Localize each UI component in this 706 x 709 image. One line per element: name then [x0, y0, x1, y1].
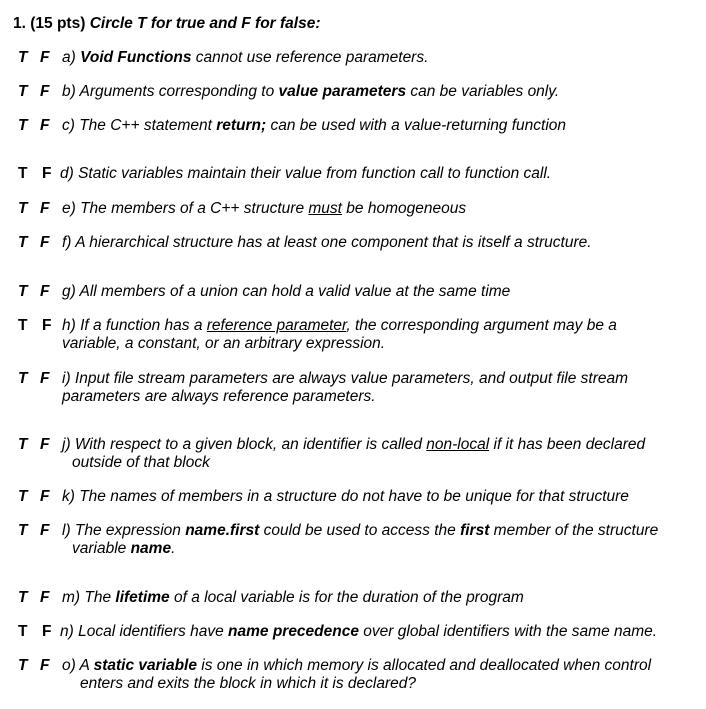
item-n [18, 623, 686, 641]
statement-text: o) A static variable is one in which memory is allocated and deallocated when control enters and exits the block in which it is declared? [62, 657, 652, 692]
true-option[interactable]: T [18, 83, 28, 100]
item-o [18, 657, 686, 693]
statement-text: c) The C++ statement return; can be used with a value-returning function [62, 117, 567, 134]
statement-text: h) If a function has a reference parameter, the corresponding argument may be a variable, a constant, or an arbitrary expression. [62, 317, 617, 352]
item-j [18, 436, 686, 472]
question-number: 1. [13, 15, 26, 32]
false-option[interactable]: F [40, 117, 50, 134]
question-instruction: Circle T for true and F for false: [89, 15, 321, 32]
true-option[interactable]: T [18, 317, 28, 334]
false-option[interactable]: F [42, 623, 52, 640]
item-c [18, 117, 686, 135]
true-option[interactable]: T [18, 589, 28, 606]
false-option[interactable]: F [42, 317, 52, 334]
statement-text: n) Local identifiers have name precedence over global identifiers with the same name. [60, 623, 658, 640]
false-option[interactable]: F [40, 657, 50, 674]
false-option[interactable]: F [40, 49, 50, 66]
item-k [18, 488, 686, 506]
false-option[interactable]: F [40, 83, 50, 100]
statement-text: l) The expression name.first could be used to access the first member of the structure variable name. [62, 522, 659, 557]
true-option[interactable]: T [18, 623, 28, 640]
item-i [18, 370, 686, 406]
item-g [18, 283, 686, 301]
statement-text: m) The lifetime of a local variable is for the duration of the program [62, 589, 524, 606]
true-option[interactable]: T [18, 49, 28, 66]
true-option[interactable]: T [18, 200, 28, 217]
question-header [13, 15, 321, 33]
false-option[interactable]: F [40, 436, 50, 453]
true-option[interactable]: T [18, 436, 28, 453]
item-b [18, 83, 686, 101]
statement-text: i) Input file stream parameters are always value parameters, and output file stream parameters are always reference parameters. [62, 370, 629, 405]
question-points: (15 pts) [30, 15, 86, 32]
false-option[interactable]: F [42, 165, 52, 182]
item-h [18, 317, 686, 353]
item-f [18, 234, 686, 252]
false-option[interactable]: F [40, 283, 50, 300]
false-option[interactable]: F [40, 522, 50, 539]
statement-text: f) A hierarchical structure has at least one component that is itself a structure. [62, 234, 592, 251]
statement-text: k) The names of members in a structure do not have to be unique for that structure [62, 488, 629, 505]
statement-text: g) All members of a union can hold a valid value at the same time [62, 283, 511, 300]
statement-text: d) Static variables maintain their value from function call to function call. [60, 165, 552, 182]
true-option[interactable]: T [18, 165, 28, 182]
item-m [18, 589, 686, 607]
true-option[interactable]: T [18, 234, 28, 251]
item-e [18, 200, 686, 218]
item-a [18, 49, 686, 67]
false-option[interactable]: F [40, 370, 50, 387]
true-option[interactable]: T [18, 657, 28, 674]
true-option[interactable]: T [18, 522, 28, 539]
false-option[interactable]: F [40, 488, 50, 505]
false-option[interactable]: F [40, 234, 50, 251]
false-option[interactable]: F [40, 589, 50, 606]
statement-text: a) Void Functions cannot use reference parameters. [62, 49, 429, 66]
false-option[interactable]: F [40, 200, 50, 217]
true-option[interactable]: T [18, 117, 28, 134]
statement-text: b) Arguments corresponding to value parameters can be variables only. [62, 83, 560, 100]
item-l [18, 522, 686, 558]
true-option[interactable]: T [18, 283, 28, 300]
true-option[interactable]: T [18, 488, 28, 505]
item-d [18, 165, 686, 183]
statement-text: e) The members of a C++ structure must be homogeneous [62, 200, 467, 217]
true-option[interactable]: T [18, 370, 28, 387]
statement-text: j) With respect to a given block, an identifier is called non-local if it has been declared outside of that block [62, 436, 646, 471]
